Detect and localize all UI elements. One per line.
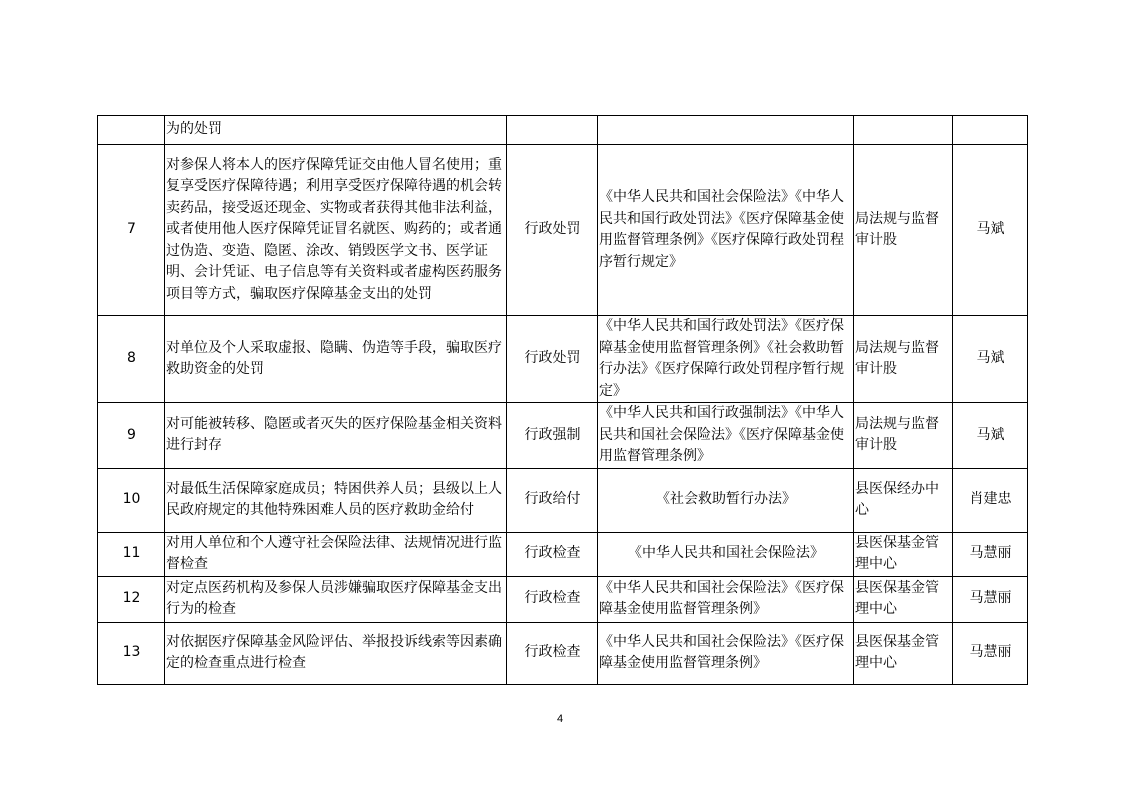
department-cell xyxy=(854,316,953,403)
table-row xyxy=(98,316,1028,403)
legal-basis-cell xyxy=(598,468,854,532)
row-number-cell: 11 xyxy=(98,532,165,576)
table-row xyxy=(98,576,1028,622)
legal-basis: 《中华人民共和国社会保险法》 xyxy=(628,545,824,562)
legal-basis-cell xyxy=(598,622,854,684)
legal-basis: 《社会救助暂行办法》 xyxy=(656,491,796,508)
row-number-cell: 9 xyxy=(98,403,165,469)
legal-basis: 《中华人民共和国社会保险法》《医疗保障基金使用监督管理条例》 xyxy=(599,633,844,671)
row-number-cell: 13 xyxy=(98,622,165,684)
legal-basis: 《中华人民共和国社会保险法》《医疗保障基金使用监督管理条例》 xyxy=(599,579,844,617)
table-row xyxy=(98,403,1028,469)
table-row xyxy=(98,468,1028,532)
row-number-cell: 12 xyxy=(98,576,165,622)
table-row xyxy=(98,622,1028,684)
power-type-cell: 行政检查 xyxy=(507,622,598,684)
item-description-cell xyxy=(165,468,507,532)
legal-basis-cell xyxy=(598,316,854,403)
item-description: 对最低生活保障家庭成员；特困供养人员；县级以上人民政府规定的其他特殊困难人员的医疗救助金给付 xyxy=(166,480,502,518)
table-row xyxy=(98,532,1028,576)
legal-basis-cell xyxy=(598,403,854,469)
legal-basis: 《中华人民共和国行政处罚法》《医疗保障基金使用监督管理条例》《社会救助暂行办法》《医疗保障行政处罚程序暂行规定》 xyxy=(599,318,844,399)
item-description-cell xyxy=(165,622,507,684)
department-cell xyxy=(854,468,953,532)
item-description: 为的处罚 xyxy=(166,121,222,138)
power-type-cell: 行政检查 xyxy=(507,576,598,622)
item-description: 对参保人将本人的医疗保障凭证交由他人冒名使用；重复享受医疗保障待遇；利用享受医疗保障待遇的机会转卖药品，接受返还现金、实物或者获得其他非法利益，或者使用他人医疗保障凭证冒名就医、购药的；或者通过伪造、变造、隐匿、涂改、销毁医学文书、医学证明、会计凭证、电子信息等有关资料或者虚构医药服务项目等方式，骗取医疗保障基金支出的处罚 xyxy=(166,156,502,302)
legal-basis-cell xyxy=(598,576,854,622)
department-cell xyxy=(854,403,953,469)
power-type-cell: 行政检查 xyxy=(507,532,598,576)
department-cell xyxy=(854,145,953,316)
power-type-cell xyxy=(507,116,598,145)
item-description-cell xyxy=(165,403,507,469)
responsible-person-cell: 马慧丽 xyxy=(953,576,1028,622)
department: 县医保基金管理中心 xyxy=(855,534,939,572)
responsible-person-cell: 马慧丽 xyxy=(953,622,1028,684)
row-number-cell: 7 xyxy=(98,145,165,316)
row-number-cell: 10 xyxy=(98,468,165,532)
department: 县医保经办中心 xyxy=(855,480,939,518)
power-list-table xyxy=(97,115,1028,685)
table-row xyxy=(98,116,1028,145)
responsible-person-cell xyxy=(953,116,1028,145)
department-cell xyxy=(854,576,953,622)
item-description: 对依据医疗保障基金风险评估、举报投诉线索等因素确定的检查重点进行检查 xyxy=(166,633,502,671)
legal-basis-cell xyxy=(598,532,854,576)
item-description-cell xyxy=(165,532,507,576)
department: 局法规与监督审计股 xyxy=(855,210,939,248)
item-description: 对单位及个人采取虚报、隐瞒、伪造等手段，骗取医疗救助资金的处罚 xyxy=(166,339,502,377)
responsible-person-cell: 马斌 xyxy=(953,145,1028,316)
responsible-person-cell: 肖建忠 xyxy=(953,468,1028,532)
power-type-cell: 行政给付 xyxy=(507,468,598,532)
power-type-cell: 行政强制 xyxy=(507,403,598,469)
responsible-person-cell: 马斌 xyxy=(953,403,1028,469)
legal-basis: 《中华人民共和国行政强制法》《中华人民共和国社会保险法》《医疗保障基金使用监督管理条例》 xyxy=(599,405,844,464)
item-description-cell xyxy=(165,145,507,316)
table-row xyxy=(98,145,1028,316)
item-description: 对定点医药机构及参保人员涉嫌骗取医疗保障基金支出行为的检查 xyxy=(166,579,502,617)
responsible-person-cell: 马斌 xyxy=(953,316,1028,403)
legal-basis-cell xyxy=(598,145,854,316)
department: 县医保基金管理中心 xyxy=(855,633,939,671)
department-cell xyxy=(854,622,953,684)
item-description-cell xyxy=(165,576,507,622)
power-type-cell: 行政处罚 xyxy=(507,145,598,316)
responsible-person-cell: 马慧丽 xyxy=(953,532,1028,576)
power-type-cell: 行政处罚 xyxy=(507,316,598,403)
department: 局法规与监督审计股 xyxy=(855,415,939,454)
row-number-cell xyxy=(98,116,165,145)
item-description-cell xyxy=(165,116,507,145)
department-cell xyxy=(854,532,953,576)
item-description: 对可能被转移、隐匿或者灭失的医疗保险基金相关资料进行封存 xyxy=(166,415,502,454)
department: 局法规与监督审计股 xyxy=(855,339,939,377)
item-description-cell xyxy=(165,316,507,403)
page-number: 4 xyxy=(556,713,564,725)
legal-basis-cell xyxy=(598,116,854,145)
legal-basis: 《中华人民共和国社会保险法》《中华人民共和国行政处罚法》《医疗保障基金使用监督管理条例》《医疗保障行政处罚程序暂行规定》 xyxy=(599,189,844,270)
department: 县医保基金管理中心 xyxy=(855,579,939,617)
row-number-cell: 8 xyxy=(98,316,165,403)
department-cell xyxy=(854,116,953,145)
item-description: 对用人单位和个人遵守社会保险法律、法规情况进行监督检查 xyxy=(166,534,502,572)
